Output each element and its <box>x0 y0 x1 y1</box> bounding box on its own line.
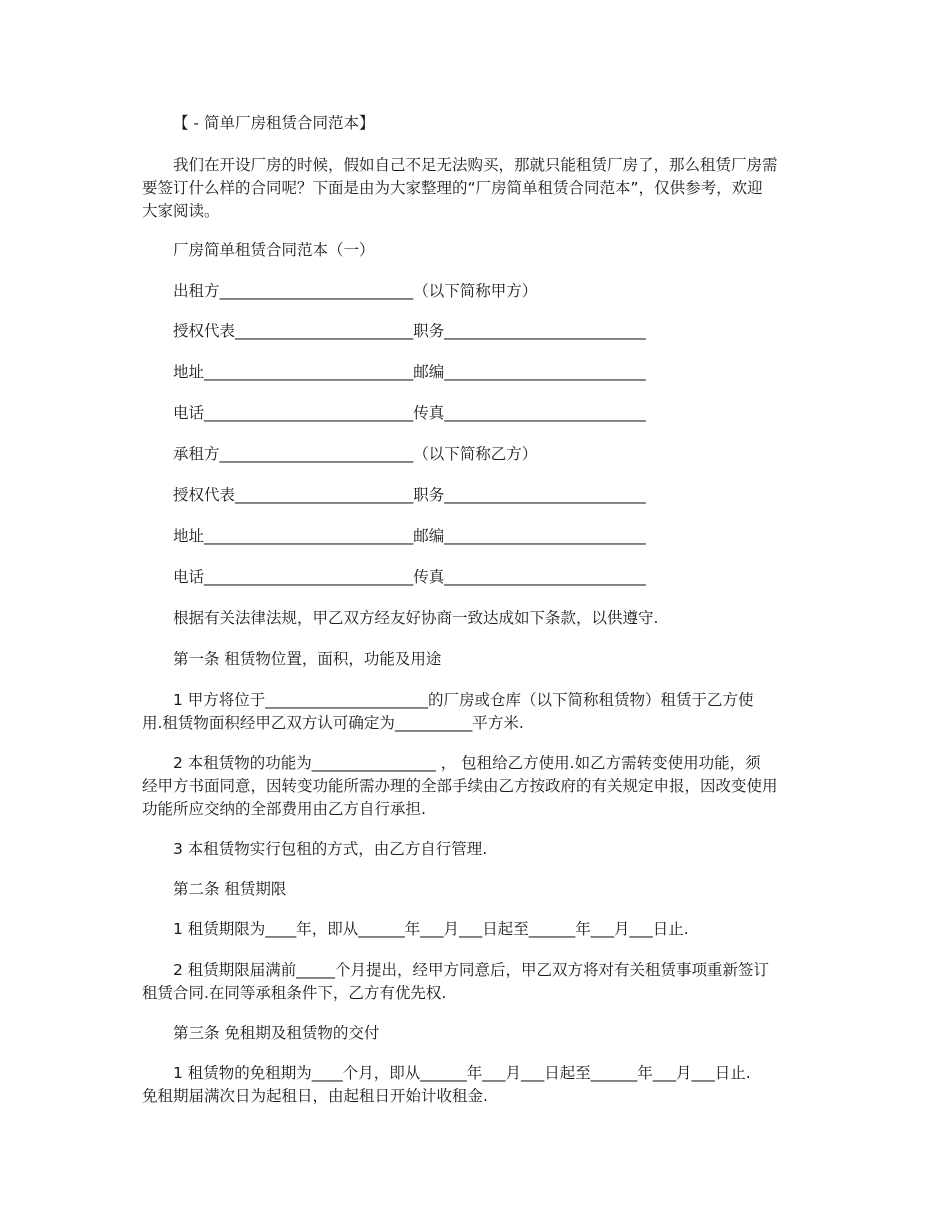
article3-item1-line1: 1 租赁物的免租期为____个月，即从______年___月___日起至______年___月___日止. <box>173 1064 751 1082</box>
article2-item2-line1: 2 租赁期限届满前_____个月提出，经甲方同意后，甲乙双方将对有关租赁事项重新签订 <box>173 961 770 979</box>
lessor-party-line: 出租方_________________________（以下简称甲方） <box>173 282 538 300</box>
article1-item2-line3: 功能所应交纳的全部费用由乙方自行承担. <box>142 800 426 818</box>
article1-heading: 第一条 租赁物位置，面积，功能及用途 <box>173 650 442 668</box>
lessor-address-line: 地址___________________________邮编__________________________ <box>173 363 646 381</box>
document-title: 【 - 简单厂房租赁合同范本】 <box>173 114 375 132</box>
lessor-rep-line: 授权代表_______________________职务__________________________ <box>173 322 646 340</box>
lessee-address-line: 地址___________________________邮编__________________________ <box>173 527 646 545</box>
intro-line-1: 我们在开设厂房的时候，假如自己不足无法购买，那就只能租赁厂房了，那么租赁厂房需 <box>173 156 778 174</box>
article1-item2-line1: 2 本租赁物的功能为________________ ， 包租给乙方使用.如乙方需转变使用功能，须 <box>173 754 761 772</box>
intro-line-3: 大家阅读。 <box>142 202 220 220</box>
intro-line-2: 要签订什么样的合同呢？下面是由为大家整理的“厂房简单租赁合同范本”，仅供参考，欢迎 <box>142 179 763 197</box>
lessee-party-line: 承租方_________________________（以下简称乙方） <box>173 445 538 463</box>
article1-item2-line2: 经甲方书面同意，因转变功能所需办理的全部手续由乙方按政府的有关规定申报，因改变使用 <box>142 777 778 795</box>
article1-item3: 3 本租赁物实行包租的方式，由乙方自行管理. <box>173 840 488 858</box>
article1-item1-line2: 用.租赁物面积经甲乙双方认可确定为__________平方米. <box>142 714 524 732</box>
article3-item1-line2: 免租期届满次日为起租日，由起租日开始计收租金. <box>142 1087 488 1105</box>
lessee-phone-line: 电话___________________________传真__________________________ <box>173 568 646 586</box>
article2-item1: 1 租赁期限为____年，即从______年___月___日起至______年___月___日止. <box>173 920 689 938</box>
article1-item1-line1: 1 甲方将位于_____________________的厂房或仓库（以下简称租赁物）租赁于乙方使 <box>173 691 754 709</box>
lessor-phone-line: 电话___________________________传真__________________________ <box>173 404 646 422</box>
article2-heading: 第二条 租赁期限 <box>173 880 287 898</box>
preamble: 根据有关法律法规，甲乙双方经友好协商一致达成如下条款，以供遵守. <box>173 609 659 627</box>
article3-heading: 第三条 免租期及租赁物的交付 <box>173 1024 380 1042</box>
lessee-rep-line: 授权代表_______________________职务__________________________ <box>173 486 646 504</box>
article2-item2-line2: 租赁合同.在同等承租条件下，乙方有优先权. <box>142 984 447 1002</box>
section-title: 厂房简单租赁合同范本（一） <box>173 241 375 259</box>
